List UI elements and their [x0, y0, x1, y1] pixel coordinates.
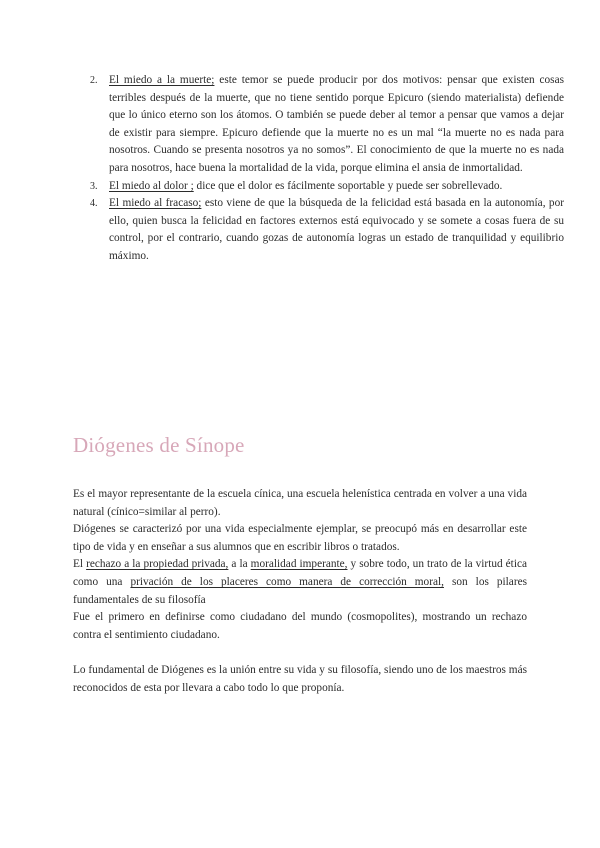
list-item-number: 3.: [90, 180, 98, 192]
list-item-number: 4.: [90, 198, 98, 210]
underlined-phrase-property: rechazo a la propiedad privada,: [86, 558, 229, 571]
section-body: [73, 486, 527, 697]
list-item: [90, 178, 564, 196]
paragraph-cosmopolites: Fue el primero en definirse como ciudadano del mundo (cosmopolites), mostrando un rechazo contra el sentimiento ciudadano.: [73, 611, 527, 641]
underlined-phrase-pleasures: privación de los placeres como manera de corrección moral,: [130, 575, 444, 588]
text-fragment: son los pilares fundamentales de su filosofía: [73, 575, 527, 606]
text-fragment: El: [73, 558, 87, 571]
paragraph-intro: Es el mayor representante de la escuela cínica, una escuela helenística centrada en volver a una vida natural (cínico=similar al perro).: [73, 488, 527, 518]
list-item-text: este temor se puede producir por dos motivos: pensar que existen cosas terribles después de la muerte, que no tiene sentido porque Epicuro (siendo materialista) defiende que lo único eterno son los átomos. O también se puede deber al temor a pensar que vamos a dejar de existir para siempre. Epicuro defiende que la muerte no es un mal “la muerte no es nada para nosotros. Cuando se presenta nosotros ya no somos”. El conocimiento de que la muerte no es nada para nosotros, hace buena la mortalidad de la vida, porque elimina el ansia de inmortalidad.: [109, 74, 564, 174]
text-fragment: a la: [228, 558, 251, 571]
list-item-term: El miedo al dolor ;: [109, 179, 194, 192]
underlined-phrase-morality: moralidad imperante,: [250, 558, 348, 571]
list-item: [90, 195, 564, 265]
list-item-text: esto viene de que la búsqueda de la felicidad está basada en la autonomía, por ello, quien busca la felicidad en factores externos está equivocado y se somete a cosas fuera de su control, por el contrario, cuando gozas de autonomía logras un estado de tranquilidad y equilibrio máximo.: [109, 197, 564, 262]
paragraph-pillars: [73, 556, 527, 609]
list-item-text: dice que el dolor es fácilmente soportable y puede ser sobrellevado.: [193, 179, 503, 192]
fears-list: [73, 72, 564, 266]
list-item-number: 2.: [90, 75, 98, 86]
list-item-term: El miedo al fracaso;: [109, 197, 202, 210]
list-item-term: El miedo a la muerte;: [109, 74, 215, 86]
text-fragment: y sobre todo, un trato de la virtud ética como una: [73, 558, 527, 588]
section-title: Diógenes de Sínope: [73, 433, 245, 457]
paragraph-life: Diógenes se caracterizó por una vida especialmente ejemplar, se preocupó más en desarrollar este tipo de vida y en enseñar a sus alumnos que en escribir libros o tratados.: [73, 523, 527, 553]
paragraph-conclusion: Lo fundamental de Diógenes es la unión entre su vida y su filosofía, siendo uno de los maestros más reconocidos de esta por llevara a cabo todo lo que proponía.: [73, 663, 527, 694]
list-item: [90, 72, 564, 178]
